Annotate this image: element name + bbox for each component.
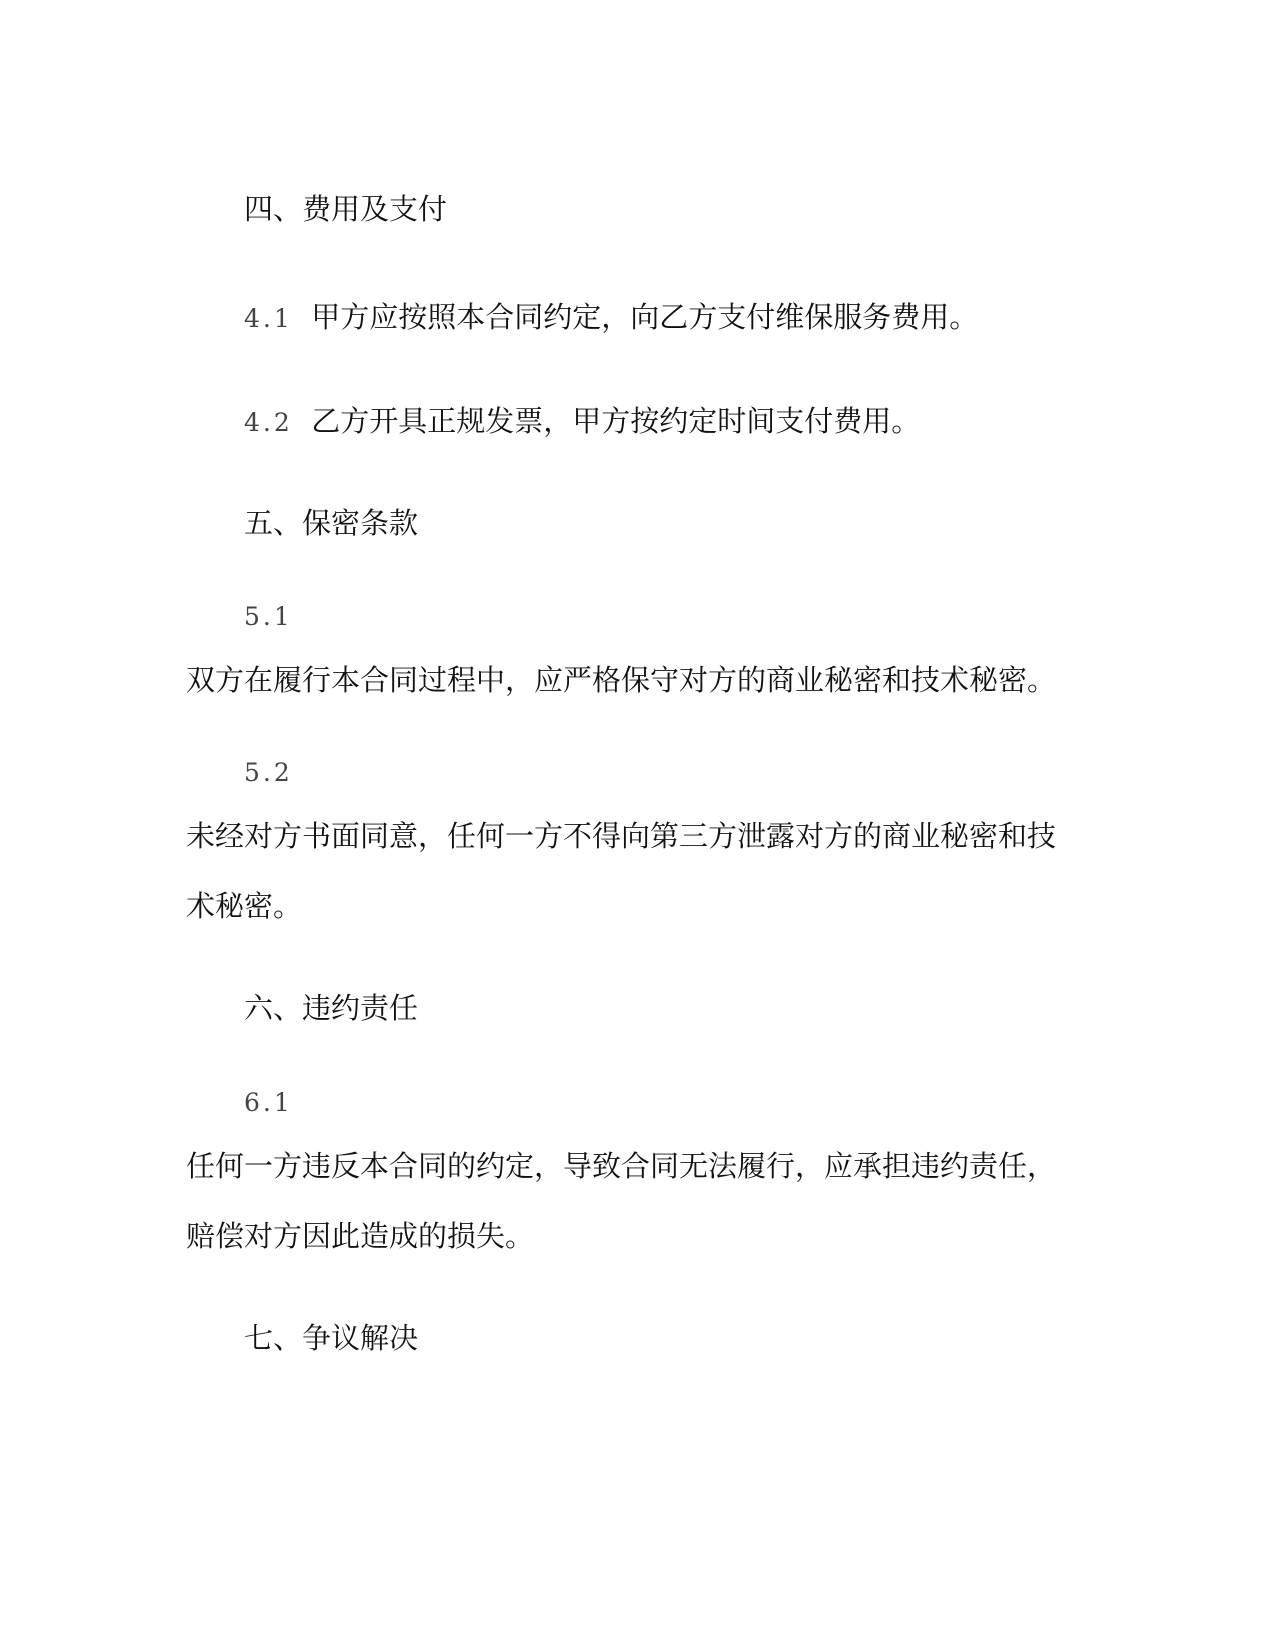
clause-number: 4.2: [244, 408, 293, 437]
clause-text-5-1: 双方在履行本合同过程中，应严格保守对方的商业秘密和技术秘密。: [186, 663, 1057, 697]
clause-text: 甲方应按照本合同约定，向乙方支付维保服务费用。: [311, 300, 979, 334]
section-heading-6: 六、违约责任: [244, 991, 419, 1025]
section-heading-4: 四、费用及支付: [244, 192, 448, 226]
clause-number-5-2: 5.2: [244, 758, 293, 787]
clause-text: 乙方开具正规发票，甲方按约定时间支付费用。: [311, 404, 921, 438]
section-heading-7: 七、争议解决: [244, 1321, 419, 1355]
clause-text-6-1-line-1: 任何一方违反本合同的约定，导致合同无法履行，应承担违约责任，: [186, 1149, 1057, 1183]
section-heading-5: 五、保密条款: [244, 506, 419, 540]
clause-text-6-1-line-2: 赔偿对方因此造成的损失。: [186, 1219, 535, 1253]
clause-number-6-1: 6.1: [244, 1088, 293, 1117]
clause-number-5-1: 5.1: [244, 602, 293, 631]
clause-4-1: [244, 297, 978, 339]
clause-text-5-2-line-2: 术秘密。: [186, 889, 303, 923]
clause-text-5-2-line-1: 未经对方书面同意，任何一方不得向第三方泄露对方的商业秘密和技: [186, 819, 1057, 853]
clause-4-2: [244, 401, 920, 443]
clause-number: 4.1: [244, 304, 293, 333]
